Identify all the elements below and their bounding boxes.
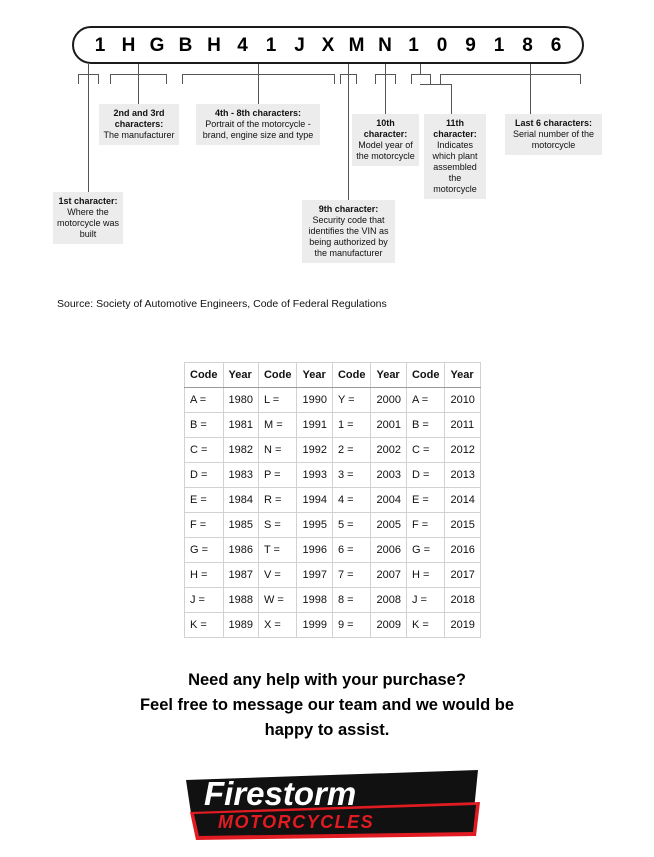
leader-line (88, 74, 89, 192)
callout-body: Security code that identifies the VIN as being authorized by the manufacturer (308, 215, 389, 258)
cell-code: G = (406, 538, 445, 563)
cell-year: 1985 (223, 513, 258, 538)
callout-second-third-characters (99, 104, 179, 145)
cell-year: 1993 (297, 463, 332, 488)
table-row (185, 588, 481, 613)
logo-subtitle-text: MOTORCYCLES (218, 812, 375, 832)
bracket-line (98, 74, 99, 84)
vin-breakdown-diagram (0, 0, 654, 300)
cell-code: C = (406, 438, 445, 463)
cell-code: A = (185, 388, 224, 413)
cell-year: 1992 (297, 438, 332, 463)
cell-year: 1991 (297, 413, 332, 438)
bracket-line (138, 64, 139, 74)
logo-brand-text: Firestorm (204, 775, 357, 812)
bracket-line (334, 74, 335, 84)
callout-fourth-eighth-characters (196, 104, 320, 145)
cell-code: G = (185, 538, 224, 563)
leader-line (420, 84, 451, 85)
column-header: Code (406, 363, 445, 388)
cell-year: 2016 (445, 538, 480, 563)
column-header: Year (223, 363, 258, 388)
cell-code: D = (406, 463, 445, 488)
bracket-line (430, 74, 431, 84)
table-row (185, 413, 481, 438)
cell-year: 2018 (445, 588, 480, 613)
table-header-row (185, 363, 481, 388)
cell-year: 1995 (297, 513, 332, 538)
cell-code: 3 = (332, 463, 371, 488)
leader-line (258, 74, 259, 104)
cell-year: 1997 (297, 563, 332, 588)
cell-year: 2017 (445, 563, 480, 588)
bracket-line (166, 74, 167, 84)
cell-year: 1999 (297, 613, 332, 638)
bracket-line (340, 74, 341, 84)
cell-year: 2006 (371, 538, 406, 563)
table-row (185, 538, 481, 563)
cell-code: W = (258, 588, 297, 613)
table-row (185, 563, 481, 588)
cell-code: 4 = (332, 488, 371, 513)
column-header: Code (258, 363, 297, 388)
leader-line (348, 74, 349, 200)
bracket-line (411, 74, 430, 75)
help-message (0, 668, 654, 743)
cell-year: 1987 (223, 563, 258, 588)
cell-year: 1998 (297, 588, 332, 613)
cell-year: 1988 (223, 588, 258, 613)
vin-char: J (294, 34, 305, 56)
vin-char: X (321, 34, 335, 56)
cell-year: 2011 (445, 413, 480, 438)
logo-shape (186, 770, 480, 840)
vin-char: 4 (237, 34, 248, 56)
vin-char: H (207, 34, 221, 56)
cell-year: 2008 (371, 588, 406, 613)
column-header: Year (445, 363, 480, 388)
cell-code: B = (406, 413, 445, 438)
vin-char: N (378, 34, 392, 56)
bracket-line (411, 74, 412, 84)
cell-year: 1986 (223, 538, 258, 563)
callout-body: The manufacturer (103, 130, 175, 140)
callout-body: Serial number of the motorcycle (512, 129, 595, 150)
cell-code: C = (185, 438, 224, 463)
bracket-line (395, 74, 396, 84)
cell-code: 8 = (332, 588, 371, 613)
cell-code: L = (258, 388, 297, 413)
callout-ninth-character (302, 200, 395, 263)
callout-tenth-character (352, 114, 419, 166)
firestorm-motorcycles-logo (178, 762, 488, 844)
cell-year: 2007 (371, 563, 406, 588)
cell-code: B = (185, 413, 224, 438)
cell-year: 2001 (371, 413, 406, 438)
callout-body: Model year of the motorcycle (356, 140, 415, 161)
cell-code: A = (406, 388, 445, 413)
callout-heading: 1st character: (58, 196, 118, 206)
cell-code: K = (185, 613, 224, 638)
model-year-code-table (184, 362, 481, 638)
cell-code: 6 = (332, 538, 371, 563)
cell-year: 2010 (445, 388, 480, 413)
callout-heading: 10th character: (363, 118, 408, 139)
vin-char: 9 (465, 34, 476, 56)
column-header: Code (332, 363, 371, 388)
vin-char: M (348, 34, 365, 56)
callout-heading: 9th character: (318, 204, 379, 214)
cell-year: 2000 (371, 388, 406, 413)
vin-char: 6 (550, 34, 562, 56)
vin-number-strip (72, 26, 584, 64)
bracket-line (530, 64, 531, 74)
callout-heading: 4th - 8th characters: (214, 108, 302, 118)
callout-body: Where the motorcycle was built (56, 207, 119, 239)
cell-year: 2002 (371, 438, 406, 463)
cell-year: 1982 (223, 438, 258, 463)
cell-code: D = (185, 463, 224, 488)
vin-char: 1 (265, 34, 277, 56)
callout-eleventh-character (424, 114, 486, 199)
cell-code: E = (406, 488, 445, 513)
help-line-2: Feel free to message our team and we would be (139, 696, 515, 714)
cell-code: J = (406, 588, 445, 613)
cell-year: 2005 (371, 513, 406, 538)
bracket-line (348, 64, 349, 74)
cell-year: 1981 (223, 413, 258, 438)
cell-code: V = (258, 563, 297, 588)
bracket-line (385, 64, 386, 74)
bracket-line (356, 74, 357, 84)
cell-year: 2012 (445, 438, 480, 463)
cell-year: 1990 (297, 388, 332, 413)
cell-year: 2014 (445, 488, 480, 513)
cell-year: 1983 (223, 463, 258, 488)
cell-year: 2019 (445, 613, 480, 638)
vin-char: H (121, 34, 136, 56)
vin-char: 8 (522, 34, 533, 56)
bracket-line (440, 74, 441, 84)
cell-code: X = (258, 613, 297, 638)
callout-body: Portrait of the motorcycle - brand, engine size and type (202, 119, 314, 140)
leader-line (451, 84, 452, 114)
bracket-line (258, 64, 259, 74)
cell-code: P = (258, 463, 297, 488)
cell-year: 1996 (297, 538, 332, 563)
cell-code: N = (258, 438, 297, 463)
cell-year: 2009 (371, 613, 406, 638)
cell-code: K = (406, 613, 445, 638)
cell-year: 2003 (371, 463, 406, 488)
cell-code: 5 = (332, 513, 371, 538)
cell-year: 1984 (223, 488, 258, 513)
bracket-line (78, 74, 79, 84)
cell-code: H = (185, 563, 224, 588)
table-row (185, 438, 481, 463)
cell-code: Y = (332, 388, 371, 413)
cell-code: R = (258, 488, 297, 513)
table-row (185, 513, 481, 538)
cell-code: F = (185, 513, 224, 538)
column-header: Code (185, 363, 224, 388)
cell-code: J = (185, 588, 224, 613)
bracket-line (182, 74, 183, 84)
vin-char: 1 (94, 34, 106, 56)
cell-code: 7 = (332, 563, 371, 588)
cell-code: M = (258, 413, 297, 438)
cell-year: 1989 (223, 613, 258, 638)
leader-line (530, 74, 531, 114)
vin-char: 1 (493, 34, 505, 56)
cell-year: 1994 (297, 488, 332, 513)
leader-line (138, 74, 139, 104)
column-header: Year (371, 363, 406, 388)
callout-heading: Last 6 characters: (514, 118, 593, 128)
vin-char: 1 (408, 34, 419, 56)
vin-char: 0 (436, 34, 448, 56)
cell-code: T = (258, 538, 297, 563)
callout-last-six-characters (505, 114, 602, 155)
help-line-3: happy to assist. (264, 721, 390, 739)
cell-code: S = (258, 513, 297, 538)
bracket-line (420, 64, 421, 74)
cell-code: F = (406, 513, 445, 538)
callout-heading: 11th character: (433, 118, 477, 139)
table-row (185, 463, 481, 488)
callout-heading: 2nd and 3rd characters: (113, 108, 165, 129)
cell-code: H = (406, 563, 445, 588)
callout-body: Indicates which plant assembled the motorcycle (432, 140, 478, 194)
bracket-line (375, 74, 376, 84)
vin-char: B (178, 34, 193, 56)
source-note: Source: Society of Automotive Engineers, Code of Federal Regulations (57, 298, 387, 310)
cell-year: 2015 (445, 513, 480, 538)
bracket-line (440, 74, 580, 75)
cell-code: E = (185, 488, 224, 513)
bracket-line (88, 64, 89, 74)
bracket-line (110, 74, 111, 84)
cell-year: 2013 (445, 463, 480, 488)
table-row (185, 388, 481, 413)
cell-year: 1980 (223, 388, 258, 413)
leader-line (385, 74, 386, 114)
cell-year: 2004 (371, 488, 406, 513)
help-line-1: Need any help with your purchase? (188, 671, 466, 689)
bracket-line (580, 74, 581, 84)
table-row (185, 613, 481, 638)
column-header: Year (297, 363, 332, 388)
callout-first-character (53, 192, 123, 244)
vin-char: G (149, 34, 165, 56)
cell-code: 2 = (332, 438, 371, 463)
cell-code: 9 = (332, 613, 371, 638)
table-row (185, 488, 481, 513)
cell-code: 1 = (332, 413, 371, 438)
